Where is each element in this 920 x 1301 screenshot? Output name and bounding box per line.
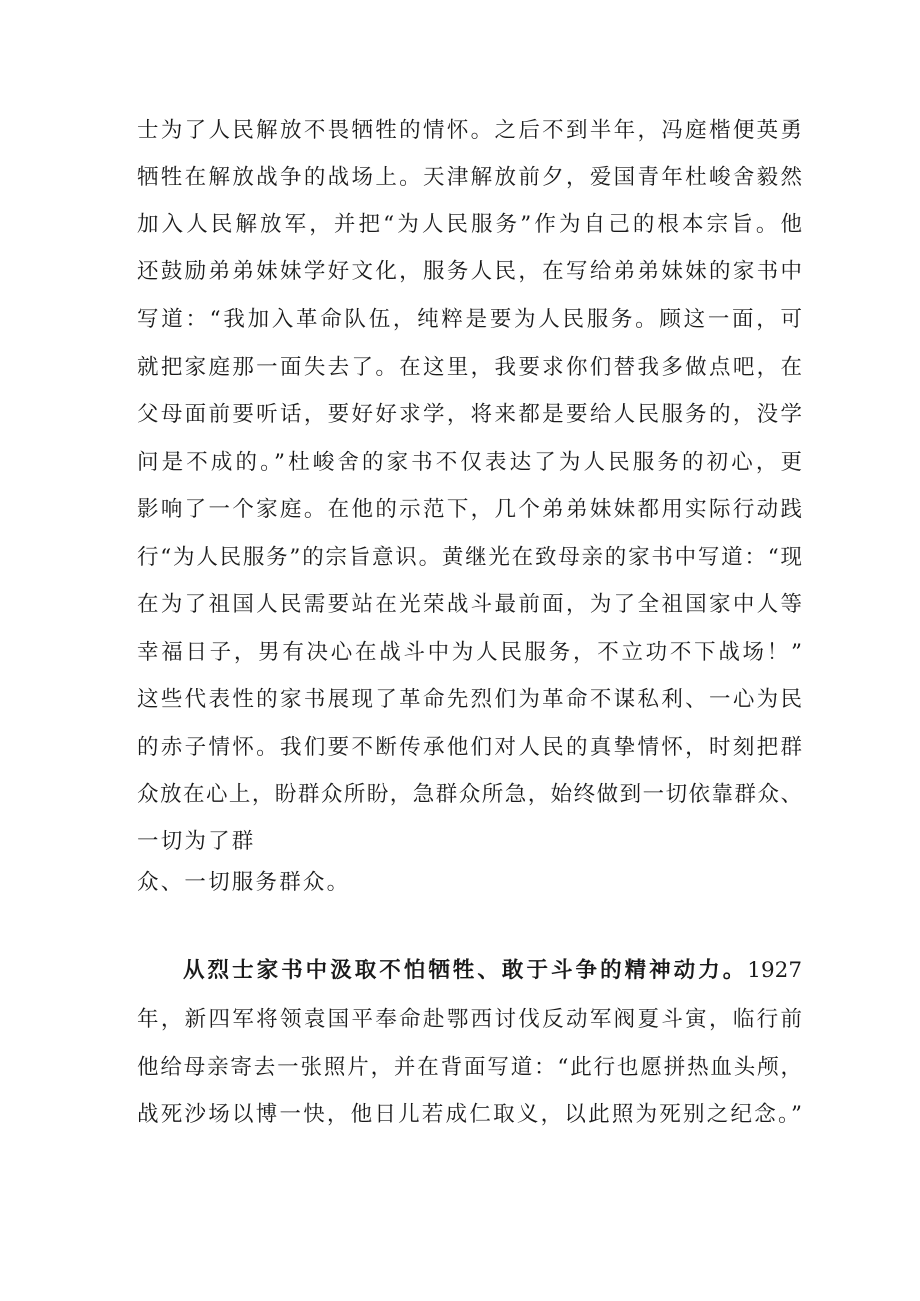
body-text-line: 在为了祖国人民需要站在光荣战斗最前面，为了全祖国家中人等 <box>137 592 802 617</box>
body-text-line: 加入人民解放军，并把“为人民服务”作为自己的根本宗旨。他 <box>137 212 802 237</box>
body-text-line: 这些代表性的家书展现了革命先烈们为革命不谋私利、一心为民 <box>137 687 802 712</box>
body-text-line: 影响了一个家庭。在他的示范下，几个弟弟妹妹都用实际行动践 <box>137 497 802 522</box>
body-text-line: 行“为人民服务”的宗旨意识。黄继光在致母亲的家书中写道：“现 <box>137 545 802 570</box>
body-text-line: 众放在心上，盼群众所盼，急群众所急，始终做到一切依靠群众、 <box>137 782 802 807</box>
body-text-line: 年，新四军将领袁国平奉命赴鄂西讨伐反动军阀夏斗寅，临行前 <box>137 1007 802 1032</box>
body-text-line: 幸福日子，男有决心在战斗中为人民服务，不立功不下战场！” <box>137 640 802 665</box>
body-text-line: 问是不成的。”杜峻舍的家书不仅表达了为人民服务的初心，更 <box>137 450 802 475</box>
body-text-line: 的赤子情怀。我们要不断传承他们对人民的真挚情怀，时刻把群 <box>137 735 802 760</box>
body-text-line: 众、一切服务群众。 <box>137 870 351 895</box>
body-text-line: 就把家庭那一面失去了。在这里，我要求你们替我多做点吧，在 <box>137 355 802 380</box>
section-heading <box>137 954 802 988</box>
body-text-line: 战死沙场以博一快，他日儿若成仁取义，以此照为死别之纪念。” <box>137 1102 802 1127</box>
body-text-line: 他给母亲寄去一张照片，并在背面写道：“此行也愿拼热血头颅， <box>137 1055 802 1080</box>
body-text-line: 写道：“我加入革命队伍，纯粹是要为人民服务。顾这一面，可 <box>137 307 802 332</box>
body-text-line: 父母面前要听话，要好好求学，将来都是要给人民服务的，没学 <box>137 402 802 427</box>
body-text-line: 牺牲在解放战争的战场上。天津解放前夕，爱国青年杜峻舍毅然 <box>137 165 802 190</box>
body-text-line: 士为了人民解放不畏牺牲的情怀。之后不到半年，冯庭楷便英勇 <box>137 118 802 143</box>
section-heading-year: 1927 <box>747 958 802 983</box>
section-heading-bold: 从烈士家书中汲取不怕牺牲、敢于斗争的精神动力。 <box>183 958 748 983</box>
body-text-line: 一切为了群 <box>137 829 256 854</box>
body-text-line: 还鼓励弟弟妹妹学好文化，服务人民，在写给弟弟妹妹的家书中 <box>137 259 802 284</box>
